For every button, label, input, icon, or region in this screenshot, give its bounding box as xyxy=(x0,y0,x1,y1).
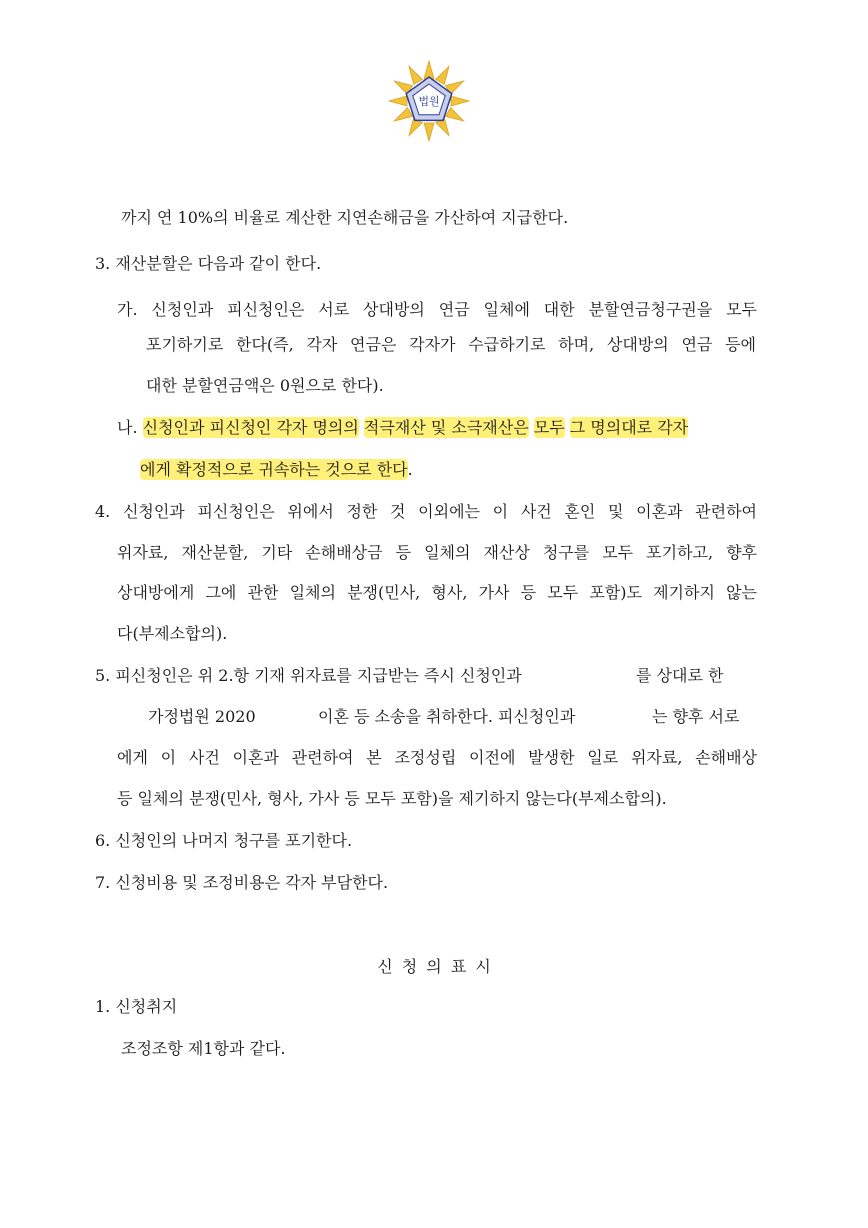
text-line: 에게 이 사건 이혼과 관련하여 본 조정성립 이전에 발생한 일로 위자료, 손해배상 xyxy=(117,748,757,767)
text-line xyxy=(140,458,413,482)
highlighted-text: 적극재산 및 소극재산은 xyxy=(363,418,529,437)
list-item-1: 1. 신청취지 xyxy=(95,997,178,1016)
list-item-3: 3. 재산분할은 다음과 같이 한다. xyxy=(95,254,322,273)
text-line: 까지 연 10%의 비율로 계산한 지연손해금을 가산하여 지급한다. xyxy=(121,208,569,227)
text-line: 위자료, 재산분할, 기타 손해배상금 등 일체의 재산상 청구를 모두 포기하고, 향후 xyxy=(117,543,757,562)
text-line: 는 향후 서로 xyxy=(652,707,740,726)
text-line: 이혼 등 소송을 취하한다. 피신청인과 xyxy=(318,707,576,726)
text-line: 상대방에게 그에 관한 일체의 분쟁(민사, 형사, 가사 등 모두 포함)도 제기하지 않는 xyxy=(117,583,757,602)
item-marker: 나. xyxy=(117,418,138,437)
text-line: 등 일체의 분쟁(민사, 형사, 가사 등 모두 포함)을 제기하지 않는다(부제소합의). xyxy=(117,789,667,808)
text-line: 다(부제소합의). xyxy=(117,624,228,643)
period: . xyxy=(407,460,413,479)
section-title: 신 청 의 표 시 xyxy=(377,957,491,976)
text-line: 대한 분할연금액은 0원으로 한다). xyxy=(146,376,384,395)
text-line: 를 상대로 한 xyxy=(636,666,724,685)
text-line: 가정법원 2020 xyxy=(148,707,256,726)
list-item-4: 4. 신청인과 피신청인은 위에서 정한 것 이외에는 이 사건 혼인 및 이혼과 관련하여 xyxy=(95,502,757,521)
text-line: 조정조항 제1항과 같다. xyxy=(121,1039,286,1058)
court-emblem-icon xyxy=(388,60,470,142)
text-line: 포기하기로 한다(즉, 각자 연금은 각자가 수급하기로 하며, 상대방의 연금 등에 xyxy=(146,335,756,354)
list-item-3-ga: 가. 신청인과 피신청인은 서로 상대방의 연금 일체에 대한 분할연금청구권을 모두 xyxy=(117,300,757,319)
list-item-7: 7. 신청비용 및 조정비용은 각자 부담한다. xyxy=(95,873,389,892)
list-item-5: 5. 피신청인은 위 2.항 기재 위자료를 지급받는 즉시 신청인과 xyxy=(95,666,522,685)
highlighted-text: 모두 xyxy=(533,418,565,437)
highlighted-text: 그 명의대로 각자 xyxy=(569,418,689,437)
highlighted-text: 신청인과 피신청인 각자 명의의 xyxy=(142,418,359,437)
list-item-3-na xyxy=(117,416,688,440)
emblem-label: 법원 xyxy=(418,95,440,108)
list-item-6: 6. 신청인의 나머지 청구를 포기한다. xyxy=(95,831,353,850)
highlighted-text: 에게 확정적으로 귀속하는 것으로 한다 xyxy=(140,460,408,479)
